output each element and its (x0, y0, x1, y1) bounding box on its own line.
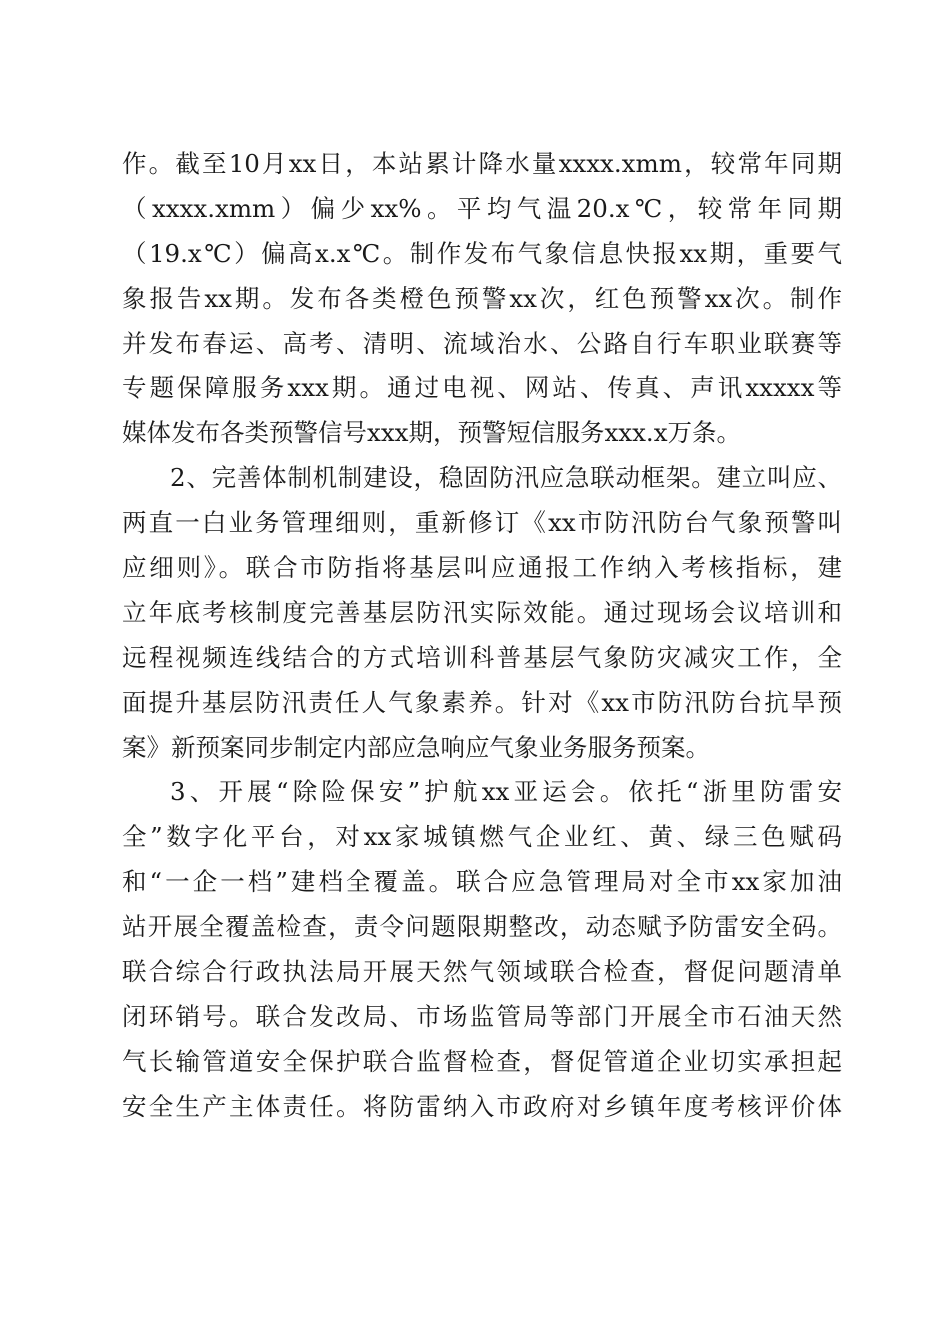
document-body (122, 142, 842, 1130)
text-line: 面提升基层防汛责任人气象素养。针对《xx市防汛防台抗旱预 (122, 687, 842, 717)
text-line: 联合综合行政执法局开展天然气领域联合检查，督促问题清单 (122, 957, 842, 987)
text-line: 两直一白业务管理细则，重新修订《xx市防汛防台气象预警叫 (122, 508, 842, 538)
text-line: 闭环销号。联合发改局、市场监管局等部门开展全市石油天然 (122, 1001, 842, 1031)
text-line: 案》新预案同步制定内部应急响应气象业务服务预案。 (122, 732, 710, 762)
text-line: 站开展全覆盖检查，责令问题限期整改，动态赋予防雷安全码。 (122, 912, 842, 942)
text-line: （xxxx.xmm）偏少xx%。平均气温20.x℃，较常年同期 (122, 193, 842, 223)
text-line: 并发布春运、高考、清明、流域治水、公路自行车职业联赛等 (122, 328, 842, 358)
text-line: 应细则》。联合市防指将基层叫应通报工作纳入考核指标，建 (122, 553, 842, 583)
text-line: 和“一企一档”建档全覆盖。联合应急管理局对全市xx家加油 (122, 867, 842, 897)
paragraph-heading-2: 2、完善体制机制建设，稳固防汛应急联动框架。建立叫应、 (170, 463, 842, 493)
text-line: 全”数字化平台，对xx家城镇燃气企业红、黄、绿三色赋码 (122, 822, 842, 852)
text-line: （19.x℃）偏高x.x℃。制作发布气象信息快报xx期，重要气 (122, 238, 842, 268)
text-line: 安全生产主体责任。将防雷纳入市政府对乡镇年度考核评价体 (122, 1091, 842, 1121)
paragraph-heading-3: 3、开展“除险保安”护航xx亚运会。依托“浙里防雷安 (170, 777, 842, 807)
text-line: 远程视频连线结合的方式培训科普基层气象防灾减灾工作，全 (122, 642, 842, 672)
text-line: 媒体发布各类预警信号xxx期，预警短信服务xxx.x万条。 (122, 418, 742, 448)
text-line: 作。截至10月xx日，本站累计降水量xxxx.xmm，较常年同期 (122, 149, 842, 178)
text-line: 气长输管道安全保护联合监督检查，督促管道企业切实承担起 (122, 1046, 842, 1076)
text-line: 专题保障服务xxx期。通过电视、网站、传真、声讯xxxxx等 (122, 373, 842, 403)
text-line: 象报告xx期。发布各类橙色预警xx次，红色预警xx次。制作 (122, 283, 842, 313)
text-line: 立年底考核制度完善基层防汛实际效能。通过现场会议培训和 (122, 597, 842, 627)
